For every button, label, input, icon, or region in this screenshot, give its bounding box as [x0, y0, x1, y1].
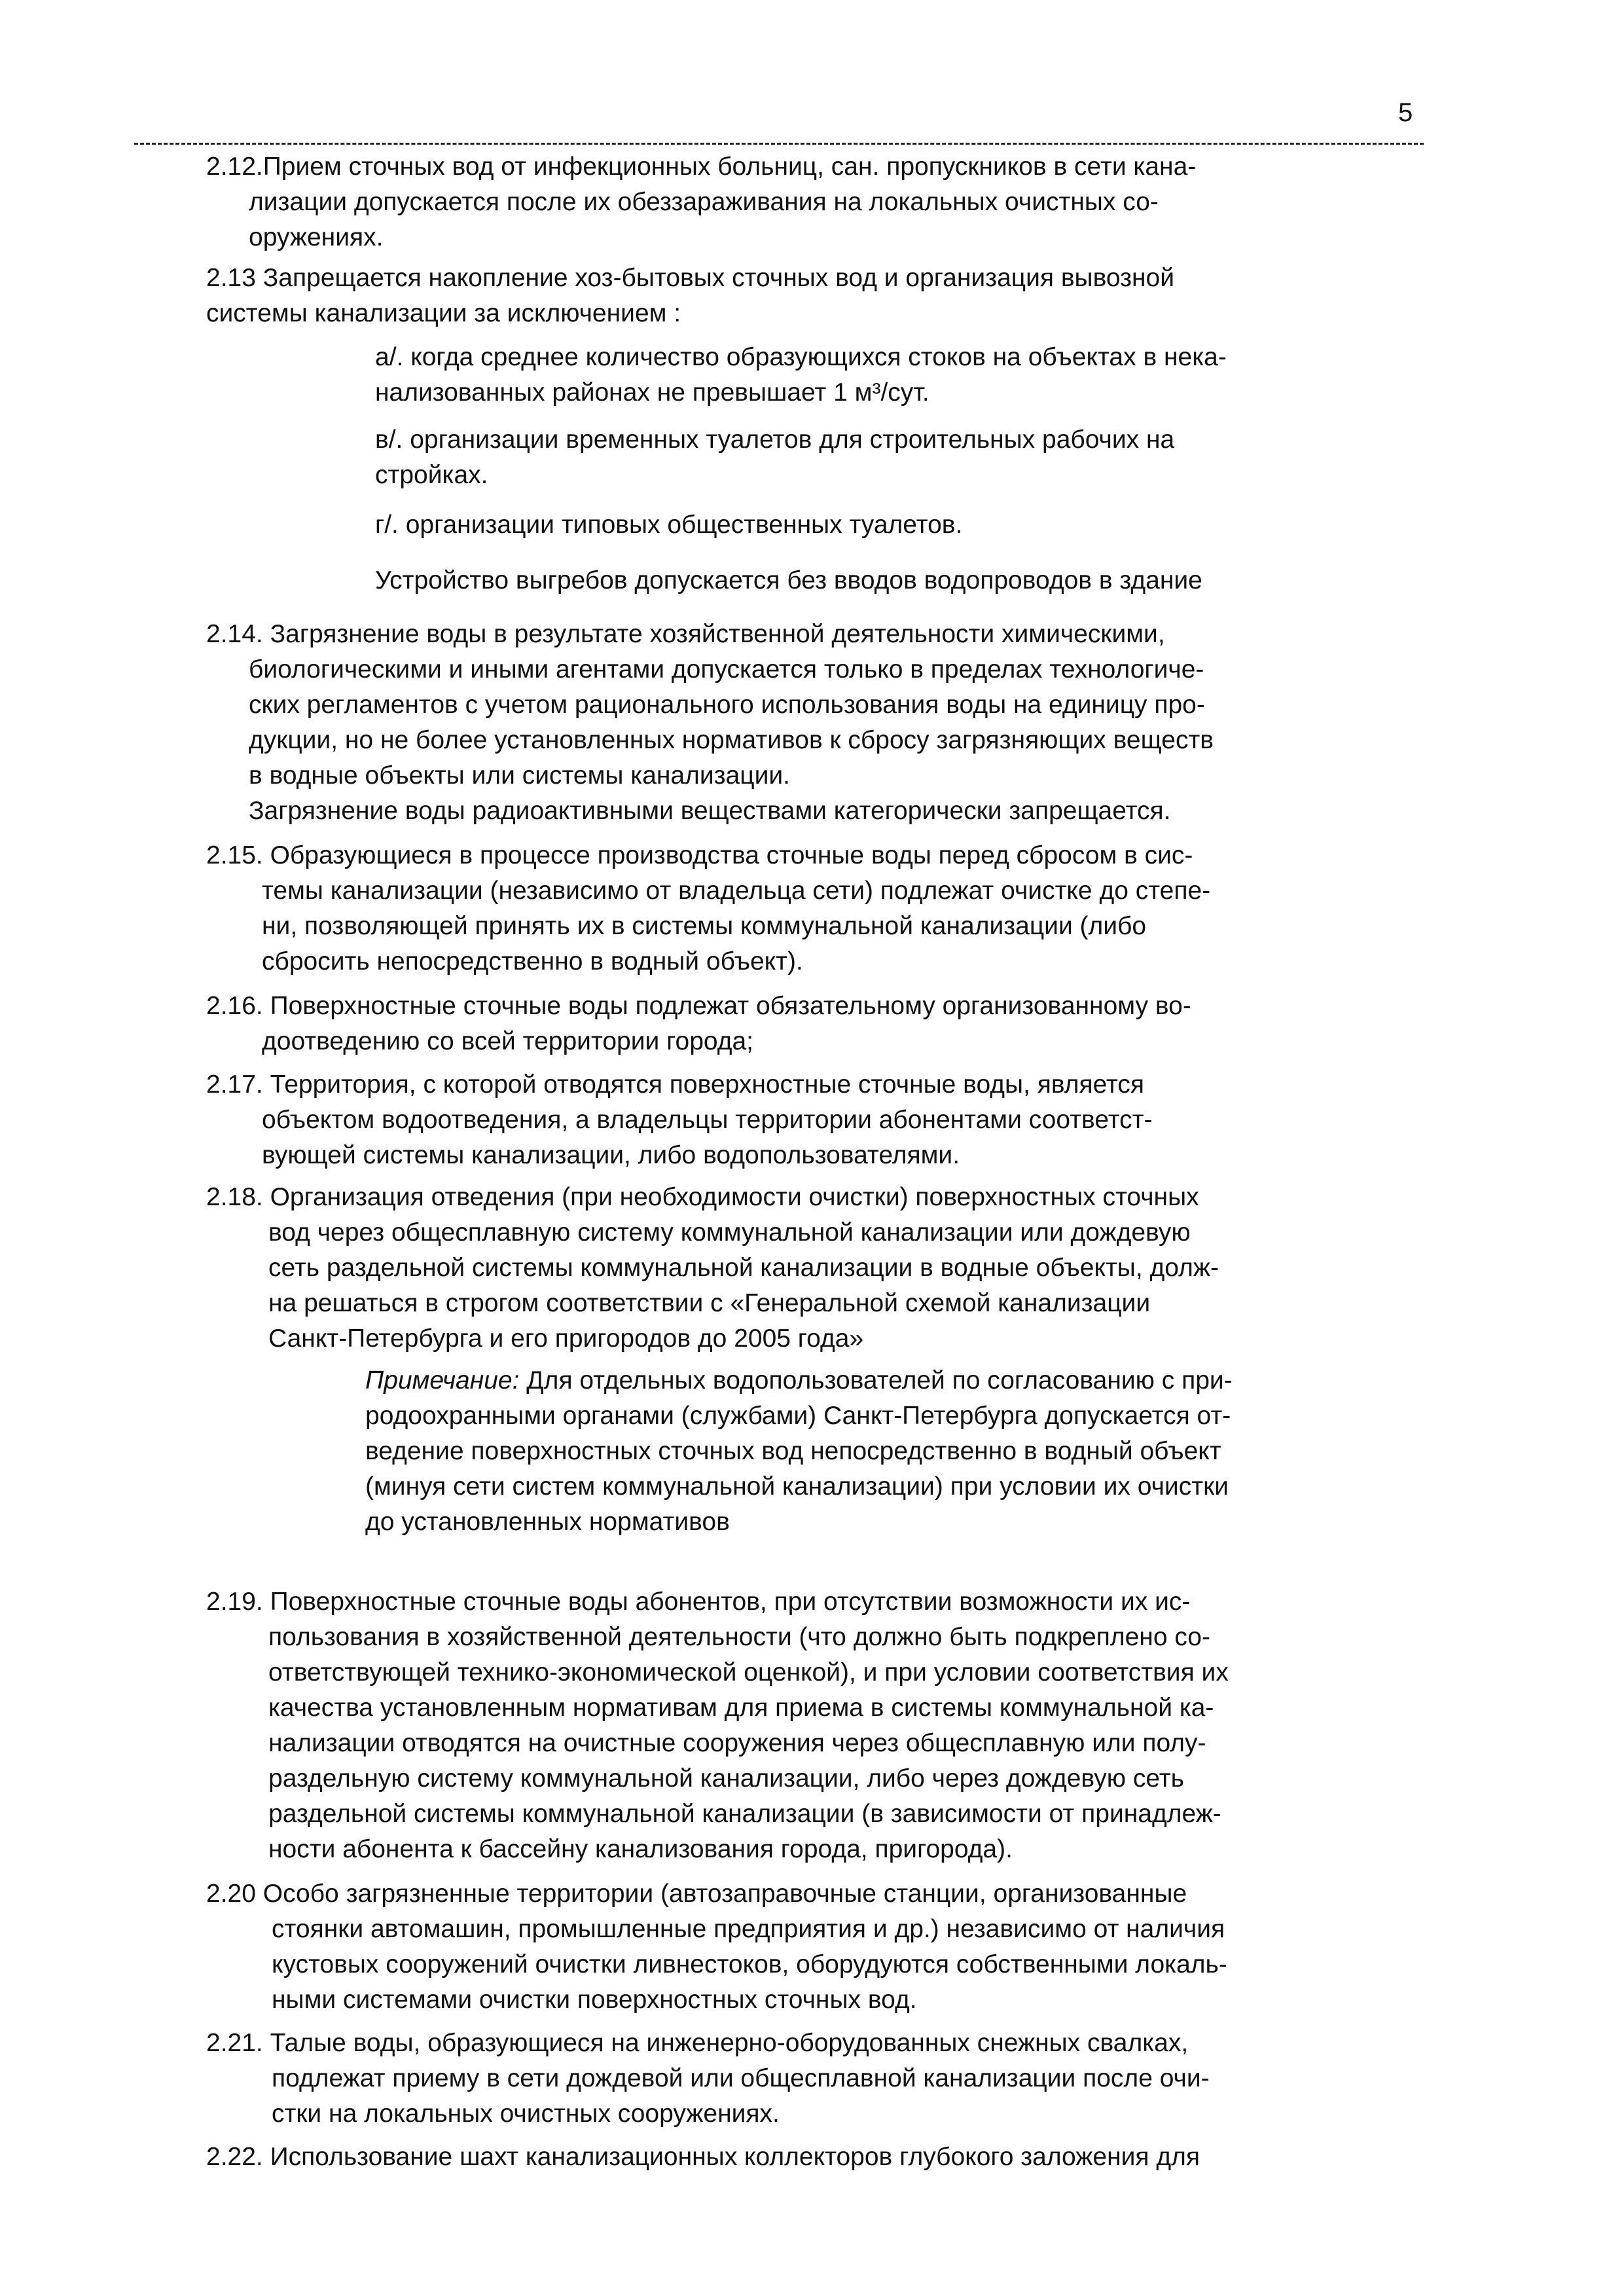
- paragraph-2-13-c: [375, 507, 962, 543]
- text-line: 2.22. Использование шахт канализационных коллекторов глубокого заложения для: [206, 2143, 1200, 2171]
- text-line: подлежат приему в сети дождевой или общесплавной канализации после очи-: [272, 2064, 1210, 2092]
- text-line: сеть раздельной системы коммунальной канализации в водные объекты, долж-: [268, 1254, 1219, 1282]
- text-line: 2.16. Поверхностные сточные воды подлежат обязательному организованному во-: [206, 992, 1191, 1020]
- paragraph-2-15: [206, 838, 1210, 979]
- text-line: 2.15. Образующиеся в процессе производства сточные воды перед сбросом в сис-: [206, 841, 1193, 869]
- text-line: а/. когда среднее количество образующихся стоков на объектах в нека-: [375, 343, 1227, 371]
- paragraph-2-20: [206, 1876, 1227, 2018]
- paragraph-2-13: [206, 261, 1174, 331]
- page-number: 5: [1398, 98, 1413, 127]
- text-line: объектом водоотведения, а владельцы территории абонентами соответст-: [262, 1106, 1153, 1134]
- text-line: вующей системы канализации, либо водопользователями.: [262, 1141, 960, 1169]
- text-line: дукции, но не более установленных нормативов к сбросу загрязняющих веществ: [249, 726, 1214, 754]
- paragraph-2-18: [206, 1180, 1219, 1357]
- paragraph-2-17: [206, 1067, 1153, 1173]
- text-line: сбросить непосредственно в водный объект).: [262, 947, 803, 975]
- text-line: 2.12.Прием сточных вод от инфекционных больниц, сан. пропускников в сети кана-: [206, 153, 1197, 181]
- note-block: [365, 1363, 1233, 1540]
- text-line: 2.21. Талые воды, образующиеся на инженерно-оборудованных снежных свалках,: [206, 2029, 1189, 2057]
- paragraph-2-12: [206, 149, 1196, 255]
- text-line: ни, позволяющей принять их в системы коммунальной канализации (либо: [262, 912, 1147, 940]
- text-line: 2.14. Загрязнение воды в результате хозяйственной деятельности химическими,: [206, 620, 1165, 648]
- text-line: в/. организации временных туалетов для строительных рабочих на: [375, 426, 1175, 454]
- paragraph-2-21: [206, 2026, 1210, 2132]
- text-line: Санкт-Петербурга и его пригородов до 2005 года»: [268, 1324, 864, 1353]
- paragraph-2-14: [206, 617, 1214, 829]
- paragraph-2-13-a: [375, 340, 1227, 410]
- text-line: раздельной системы коммунальной канализации (в зависимости от принадлеж-: [268, 1800, 1221, 1828]
- paragraph-2-13-b: [375, 422, 1174, 493]
- text-line: кустовых сооружений очистки ливнестоков, оборудуются собственными локаль-: [272, 1950, 1227, 1978]
- text-line: ведение поверхностных сточных вод непосредственно в водный объект: [365, 1437, 1221, 1465]
- text-line: лизации допускается после их обеззараживания на локальных очистных со-: [249, 188, 1159, 216]
- text-line: 2.18. Организация отведения (при необходимости очистки) поверхностных сточных: [206, 1183, 1199, 1211]
- text-line: нализации отводятся на очистные сооружения через общесплавную или полу-: [268, 1729, 1206, 1757]
- text-line: системы канализации за исключением :: [206, 299, 681, 327]
- text-line: [365, 1363, 1233, 1398]
- text-line: ности абонента к бассейну канализования города, пригорода).: [268, 1835, 1013, 1863]
- text-line: вод через общесплавную систему коммунальной канализации или дождевую: [268, 1218, 1191, 1247]
- note-line-rest: Для отдельных водопользователей по согласованию с при-: [519, 1366, 1233, 1394]
- text-line: г/. организации типовых общественных туалетов.: [375, 511, 963, 539]
- text-line: стройках.: [375, 461, 488, 489]
- text-line: ными системами очистки поверхностных сточных вод.: [272, 1986, 917, 2014]
- text-line: 2.20 Особо загрязненные территории (автозаправочные станции, организованные: [206, 1880, 1187, 1908]
- text-line: ответствующей технико-экономической оценкой), и при условии соответствия их: [268, 1658, 1229, 1686]
- text-line: стоянки автомашин, промышленные предприятия и др.) независимо от наличия: [272, 1915, 1225, 1943]
- text-line: 2.13 Запрещается накопление хоз-бытовых сточных вод и организация вывозной: [206, 264, 1175, 292]
- paragraph-2-16: [206, 989, 1191, 1059]
- text-line: пользования в хозяйственной деятельности (что должно быть подкреплено со-: [268, 1623, 1210, 1651]
- text-line: нализованных районах не превышает 1 м³/сут.: [375, 378, 929, 407]
- header-rule: [134, 143, 1424, 145]
- text-line: ских регламентов с учетом рационального использования воды на единицу про-: [249, 691, 1205, 719]
- text-line: оружениях.: [249, 223, 384, 251]
- text-line: 2.17. Территория, с которой отводятся поверхностные сточные воды, является: [206, 1070, 1145, 1099]
- text-line: биологическими и иными агентами допускается только в пределах технологиче-: [249, 655, 1204, 683]
- paragraph-2-22: [206, 2140, 1200, 2175]
- text-line: качества установленным нормативам для приема в системы коммунальной ка-: [268, 1694, 1214, 1722]
- note-label: Примечание:: [365, 1366, 520, 1394]
- text-line: родоохранными органами (службами) Санкт-Петербурга допускается от-: [365, 1402, 1231, 1430]
- text-line: стки на локальных очистных сооружениях.: [272, 2100, 780, 2128]
- text-line: темы канализации (независимо от владельца сети) подлежат очистке до степе-: [262, 877, 1211, 905]
- paragraph-2-13-d: [375, 563, 1202, 598]
- text-line: доотведению со всей территории города;: [262, 1027, 754, 1055]
- text-line: 2.19. Поверхностные сточные воды абонентов, при отсутствии возможности их ис-: [206, 1588, 1191, 1616]
- text-line: на решаться в строгом соответствии с «Генеральной схемой канализации: [268, 1289, 1151, 1317]
- text-line: до установленных нормативов: [365, 1508, 730, 1536]
- text-line: Загрязнение воды радиоактивными веществами категорически запрещается.: [249, 797, 1171, 825]
- text-line: Устройство выгребов допускается без вводов водопроводов в здание: [375, 566, 1202, 594]
- text-line: раздельную систему коммунальной канализации, либо через дождевую сеть: [268, 1764, 1184, 1793]
- paragraph-2-19: [206, 1584, 1229, 1867]
- text-line: (минуя сети систем коммунальной канализации) при условии их очистки: [365, 1472, 1229, 1501]
- text-line: в водные объекты или системы канализации.: [249, 761, 790, 790]
